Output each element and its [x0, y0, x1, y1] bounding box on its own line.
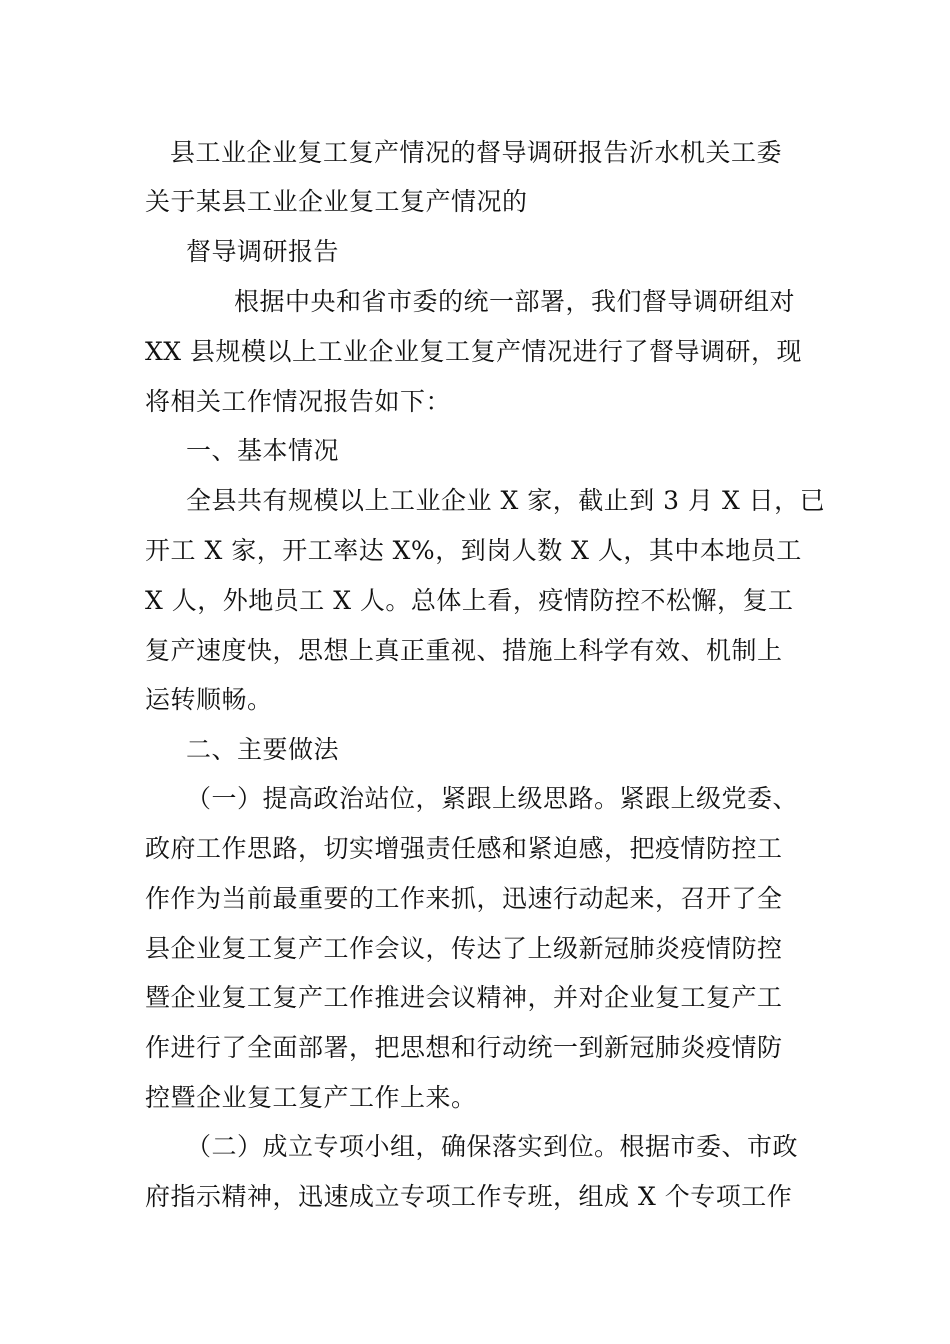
paragraph-line: 将相关工作情况报告如下： — [145, 387, 452, 416]
paragraph-line: 开工 X 家，开工率达 X%，到岗人数 X 人，其中本地员工 — [145, 536, 802, 565]
section-heading-2: 二、主要做法 — [186, 735, 340, 764]
title-line-2: 关于某县工业企业复工复产情况的 — [145, 187, 528, 216]
paragraph-line: 政府工作思路，切实增强责任感和紧迫感，把疫情防控工 — [145, 834, 783, 863]
paragraph-line: 府指示精神，迅速成立专项工作专班，组成 X 个专项工作 — [145, 1182, 793, 1211]
section-heading-1: 一、基本情况 — [186, 436, 340, 465]
paragraph-line: 作进行了全面部署，把思想和行动统一到新冠肺炎疫情防 — [145, 1033, 783, 1062]
paragraph-line: 复产速度快，思想上真正重视、措施上科学有效、机制上 — [145, 636, 783, 665]
paragraph-line: 运转顺畅。 — [145, 685, 273, 714]
paragraph-line: 县企业复工复产工作会议，传达了上级新冠肺炎疫情防控 — [145, 934, 783, 963]
title-line-3: 督导调研报告 — [186, 237, 340, 266]
paragraph-line: 全县共有规模以上工业企业 X 家，截止到 3 月 X 日，已 — [186, 486, 826, 515]
paragraph-line: 暨企业复工复产工作推进会议精神，并对企业复工复产工 — [145, 983, 783, 1012]
paragraph-line: 作作为当前最重要的工作来抓，迅速行动起来，召开了全 — [145, 884, 783, 913]
paragraph-line: （二）成立专项小组，确保落实到位。根据市委、市政 — [186, 1132, 799, 1161]
title-line-1: 县工业企业复工复产情况的督导调研报告沂水机关工委 — [170, 138, 783, 167]
paragraph-line: X 人，外地员工 X 人。总体上看，疫情防控不松懈，复工 — [145, 586, 794, 615]
paragraph-line: XX 县规模以上工业企业复工复产情况进行了督导调研，现 — [145, 337, 803, 366]
paragraph-line: 控暨企业复工复产工作上来。 — [145, 1083, 477, 1112]
paragraph-line: 根据中央和省市委的统一部署，我们督导调研组对 — [234, 287, 796, 316]
paragraph-line: （一）提高政治站位，紧跟上级思路。紧跟上级党委、 — [186, 784, 799, 813]
